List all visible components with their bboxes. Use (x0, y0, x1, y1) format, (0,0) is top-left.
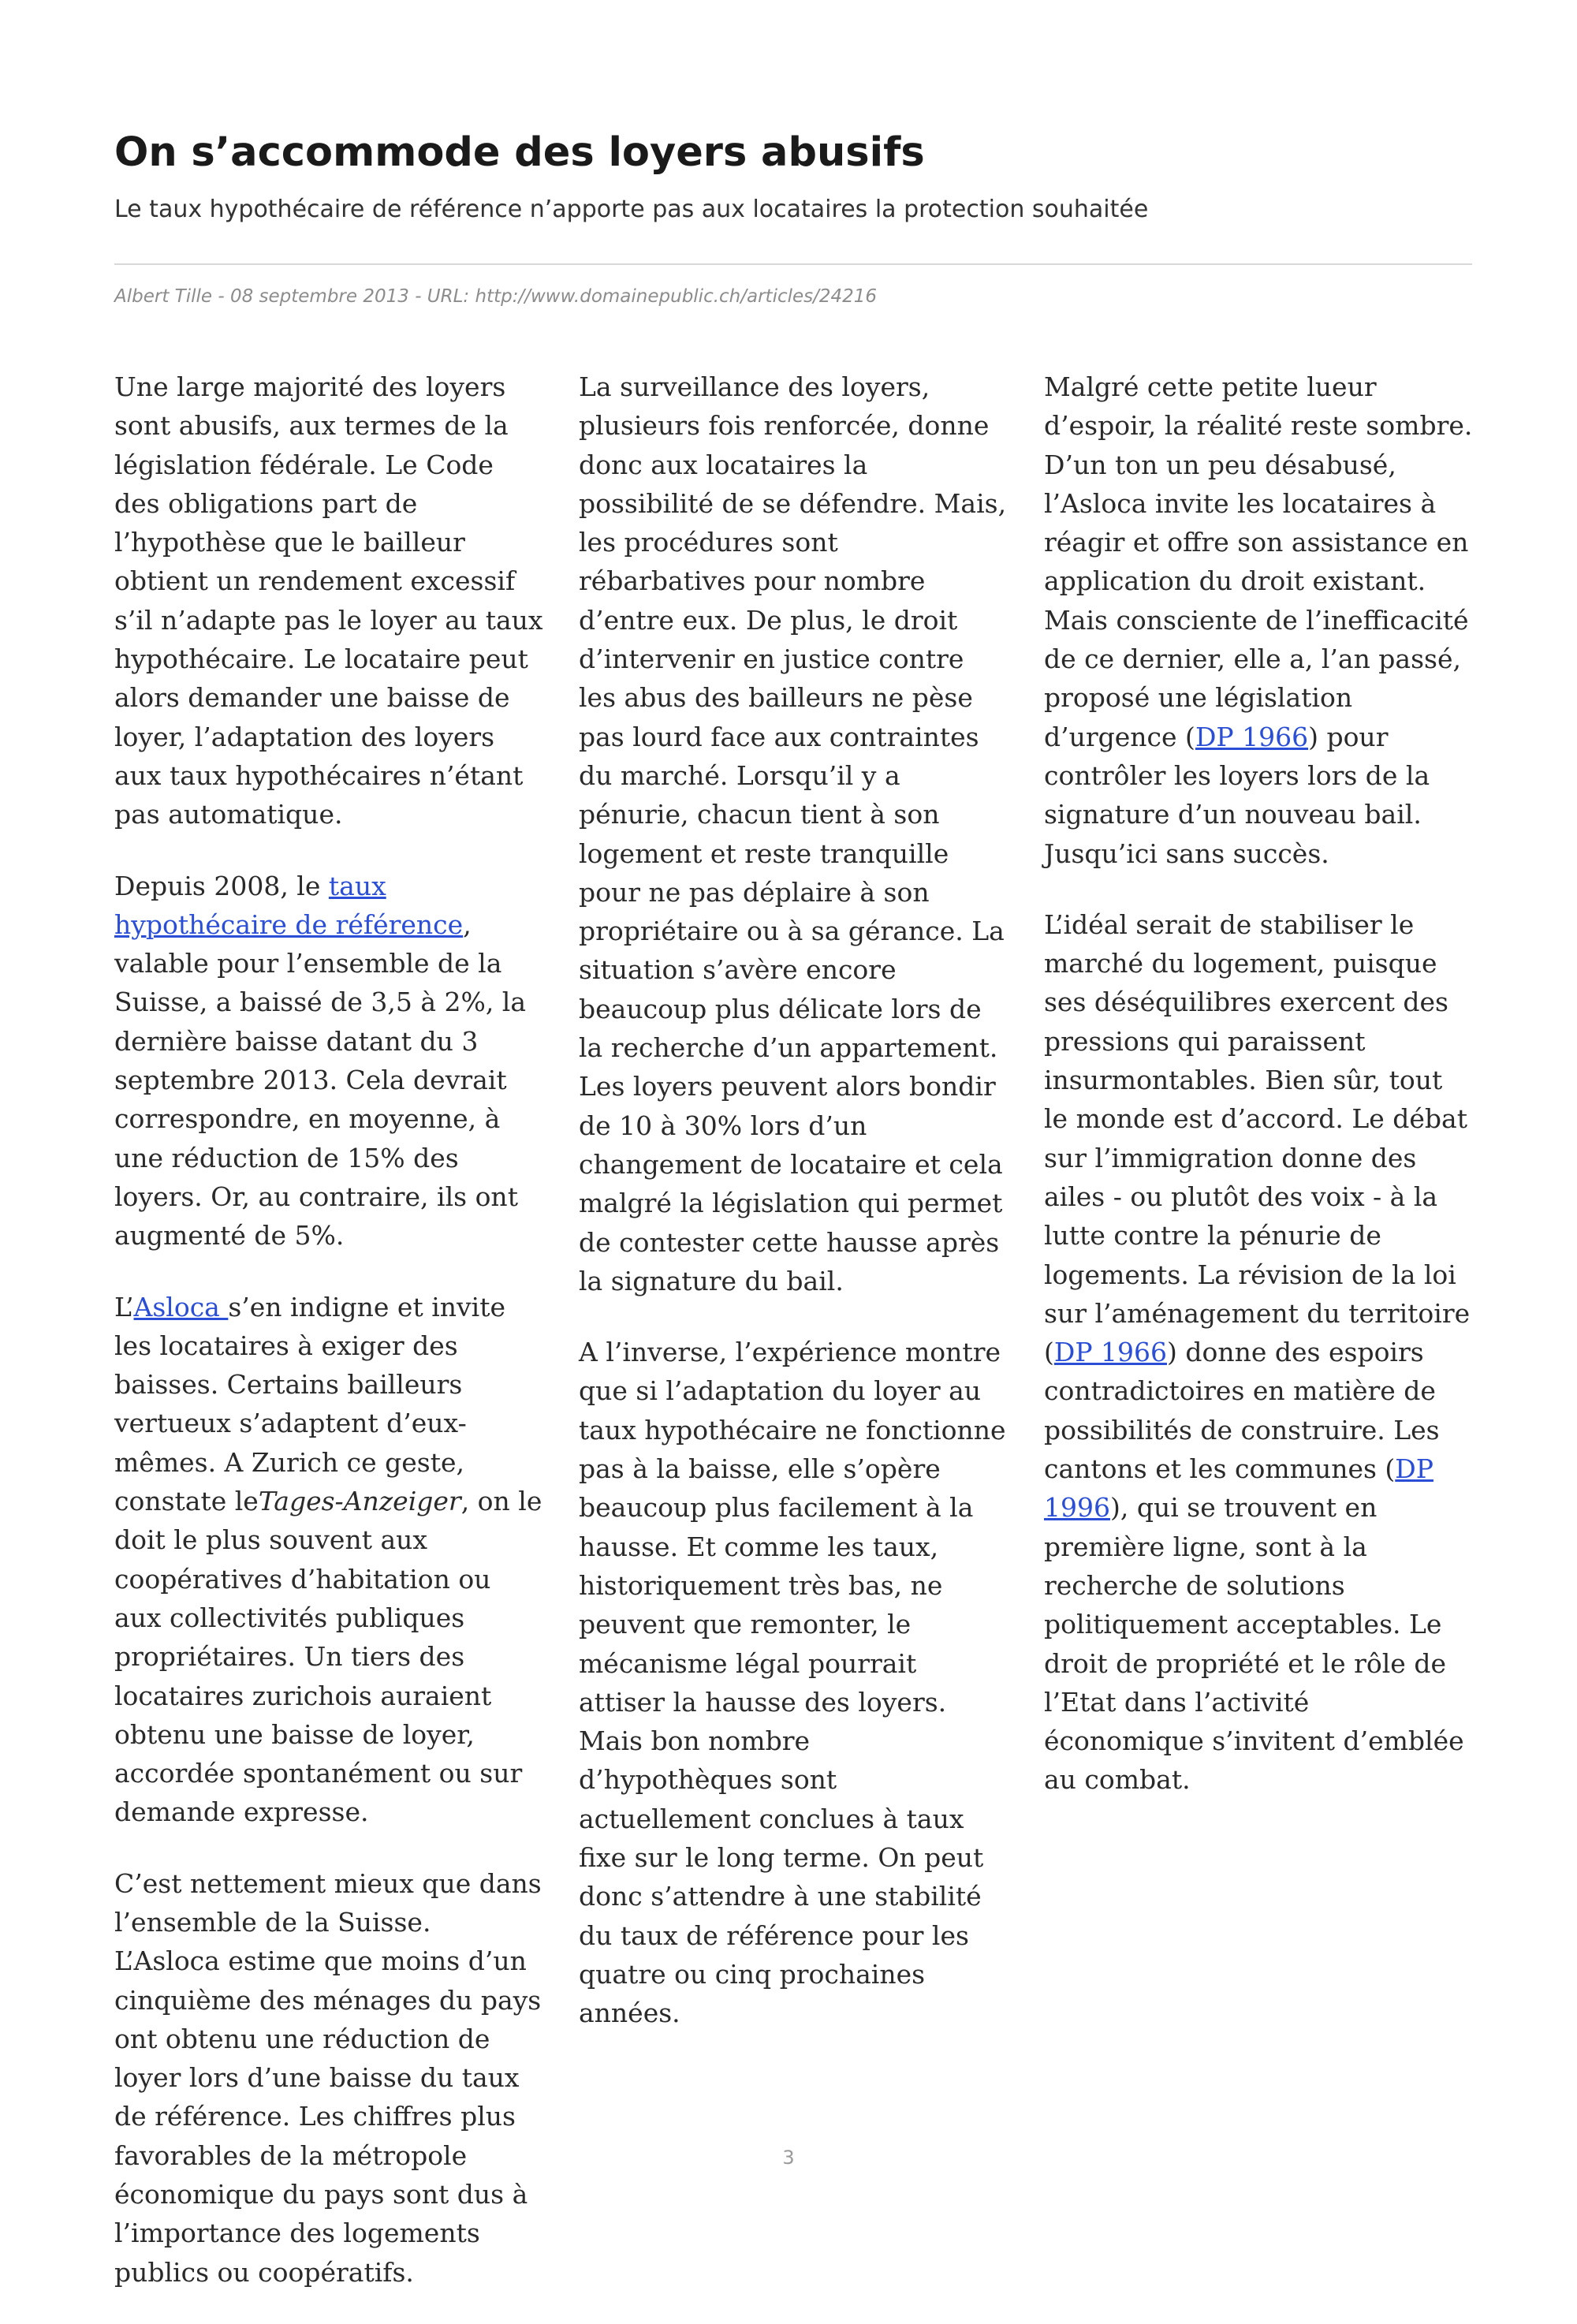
paragraph-7-text: Malgré cette petite lueur d’espoir, la réalité reste sombre. D’un ton un peu désabusé, l’Asloca invite les locataires à réagir et offre son assistance en application du droit existant. Mais consciente de l’inefficacité de ce dernier, elle a, l’an passé, proposé une législation d’urgence ( (1044, 371, 1473, 752)
paragraph-3-text: L’ (114, 1291, 134, 1322)
column-3 (1044, 367, 1474, 1832)
paragraph-7 (1044, 367, 1474, 873)
article-title: On s’accommode des loyers abusifs (114, 129, 925, 176)
paragraph-8-text: L’idéal serait de stabiliser le marché du logement, puisque ses déséquilibres exercent des pressions qui paraissent insurmontables. Bien sûr, tout le monde est d’accord. Le débat sur l’immigration donne des ailes - ou plutôt des voix - à la lutte contre la pénurie de logements. La révision de la loi sur l’aménagement du territoire ( (1044, 908, 1471, 1368)
paragraph-2-text-end: , valable pour l’ensemble de la Suisse, a baissé de 3,5 à 2%, la dernière baisse datant du 3 septembre 2013. Cela devrait correspondre, en moyenne, à une réduction de 15% des loyers. Or, au contraire, ils ont augmenté de 5%. (114, 908, 527, 1252)
article-subtitle: Le taux hypothécaire de référence n’apporte pas aux locataires la protection souhaitée (114, 196, 1149, 223)
paragraph-7-text-end: ) pour contrôler les loyers lors de la signature d’un nouveau bail. Jusqu’ici sans succès. (1044, 721, 1430, 869)
paragraph-6: A l’inverse, l’expérience montre que si l’adaptation du loyer au taux hypothécaire ne fonctionne pas à la baisse, elle s’opère beaucoup plus facilement à la hausse. Et comme les taux, historiquement très bas, ne peuvent que remonter, le mécanisme légal pourrait attiser la hausse des loyers. Mais bon nombre d’hypothèques sont actuellement conclues à taux fixe sur le long terme. On peut donc s’attendre à une stabilité du taux de référence pour les quatre ou cinq prochaines années. (579, 1337, 1006, 2029)
paragraph-4: C’est nettement mieux que dans l’ensemble de la Suisse. L’Asloca estime que moins d’un cinquième des ménages du pays ont obtenu une réduction de loyer lors d’une baisse du taux de référence. Les chiffres plus favorables de la métropole économique du pays sont dus à l’importance des logements publics ou coopératifs. (114, 1867, 542, 2288)
dp-1966-link-2[interactable]: DP 1966 (1053, 1337, 1168, 1368)
paragraph-2 (114, 867, 544, 1255)
tages-anzeiger-emphasis: Tages-Anzeiger (258, 1486, 461, 1517)
paragraph-3 (114, 1288, 544, 1832)
paragraph-3-text-mid: s’en indigne et invite les locataires à exiger des baisses. Certains bailleurs vertueux s’adaptent d’eux-mêmes. A Zurich ce geste, constate le (114, 1291, 505, 1517)
page-number: 3 (782, 2147, 795, 2169)
paragraph-8 (1044, 905, 1474, 1800)
paragraph-1: Une large majorité des loyers sont abusifs, aux termes de la législation fédérale. Le Code des obligations part de l’hypothèse que le bailleur obtient un rendement excessif s’il n’adapte pas le loyer au taux hypothécaire. Le locataire peut alors demander une baisse de loyer, l’adaptation des loyers aux taux hypothécaires n’étant pas automatique. (114, 371, 543, 830)
taux-reference-link[interactable]: taux hypothécaire de référence (114, 870, 464, 940)
paragraph-8-text-mid: ) donne des espoirs contradictoires en matière de possibilités de construire. Les cantons et les communes ( (1044, 1337, 1440, 1485)
dp-1966-link[interactable]: DP 1966 (1195, 721, 1309, 752)
column-2 (579, 367, 1008, 2065)
asloca-link[interactable]: Asloca (133, 1291, 229, 1322)
header-divider (114, 263, 1472, 265)
paragraph-3-text-end: , on le doit le plus souvent aux coopératives d’habitation ou aux collectivités publiques propriétaires. Un tiers des locataires zurichois auraient obtenu une baisse de loyer, accordée spontanément ou sur demande expresse. (114, 1486, 542, 1828)
paragraph-5: La surveillance des loyers, plusieurs fois renforcée, donne donc aux locataires la possibilité de se défendre. Mais, les procédures sont rébarbatives pour nombre d’entre eux. De plus, le droit d’intervenir en justice contre les abus des bailleurs ne pèse pas lourd face aux contraintes du marché. Lorsqu’il y a pénurie, chacun tient à son logement et reste tranquille pour ne pas déplaire à son propriétaire ou à sa gérance. La situation s’avère encore beaucoup plus délicate lors de la recherche d’un appartement. Les loyers peuvent alors bondir de 10 à 30% lors d’un changement de locataire et cela malgré la législation qui permet de contester cette hausse après la signature du bail. (579, 371, 1007, 1296)
paragraph-2-text: Depuis 2008, le (114, 870, 329, 901)
article-byline: Albert Tille - 08 septembre 2013 - URL: http://www.domainepublic.ch/articles/24216 (114, 286, 878, 307)
column-1 (114, 367, 544, 2324)
paragraph-8-text-end: ), qui se trouvent en première ligne, sont à la recherche de solutions politiquement acceptables. Le droit de propriété et le rôle de l’Etat dans l’activité économique s’invitent d’emblée au combat. (1044, 1492, 1464, 1796)
dp-1996-link[interactable]: DP 1996 (1044, 1453, 1433, 1524)
